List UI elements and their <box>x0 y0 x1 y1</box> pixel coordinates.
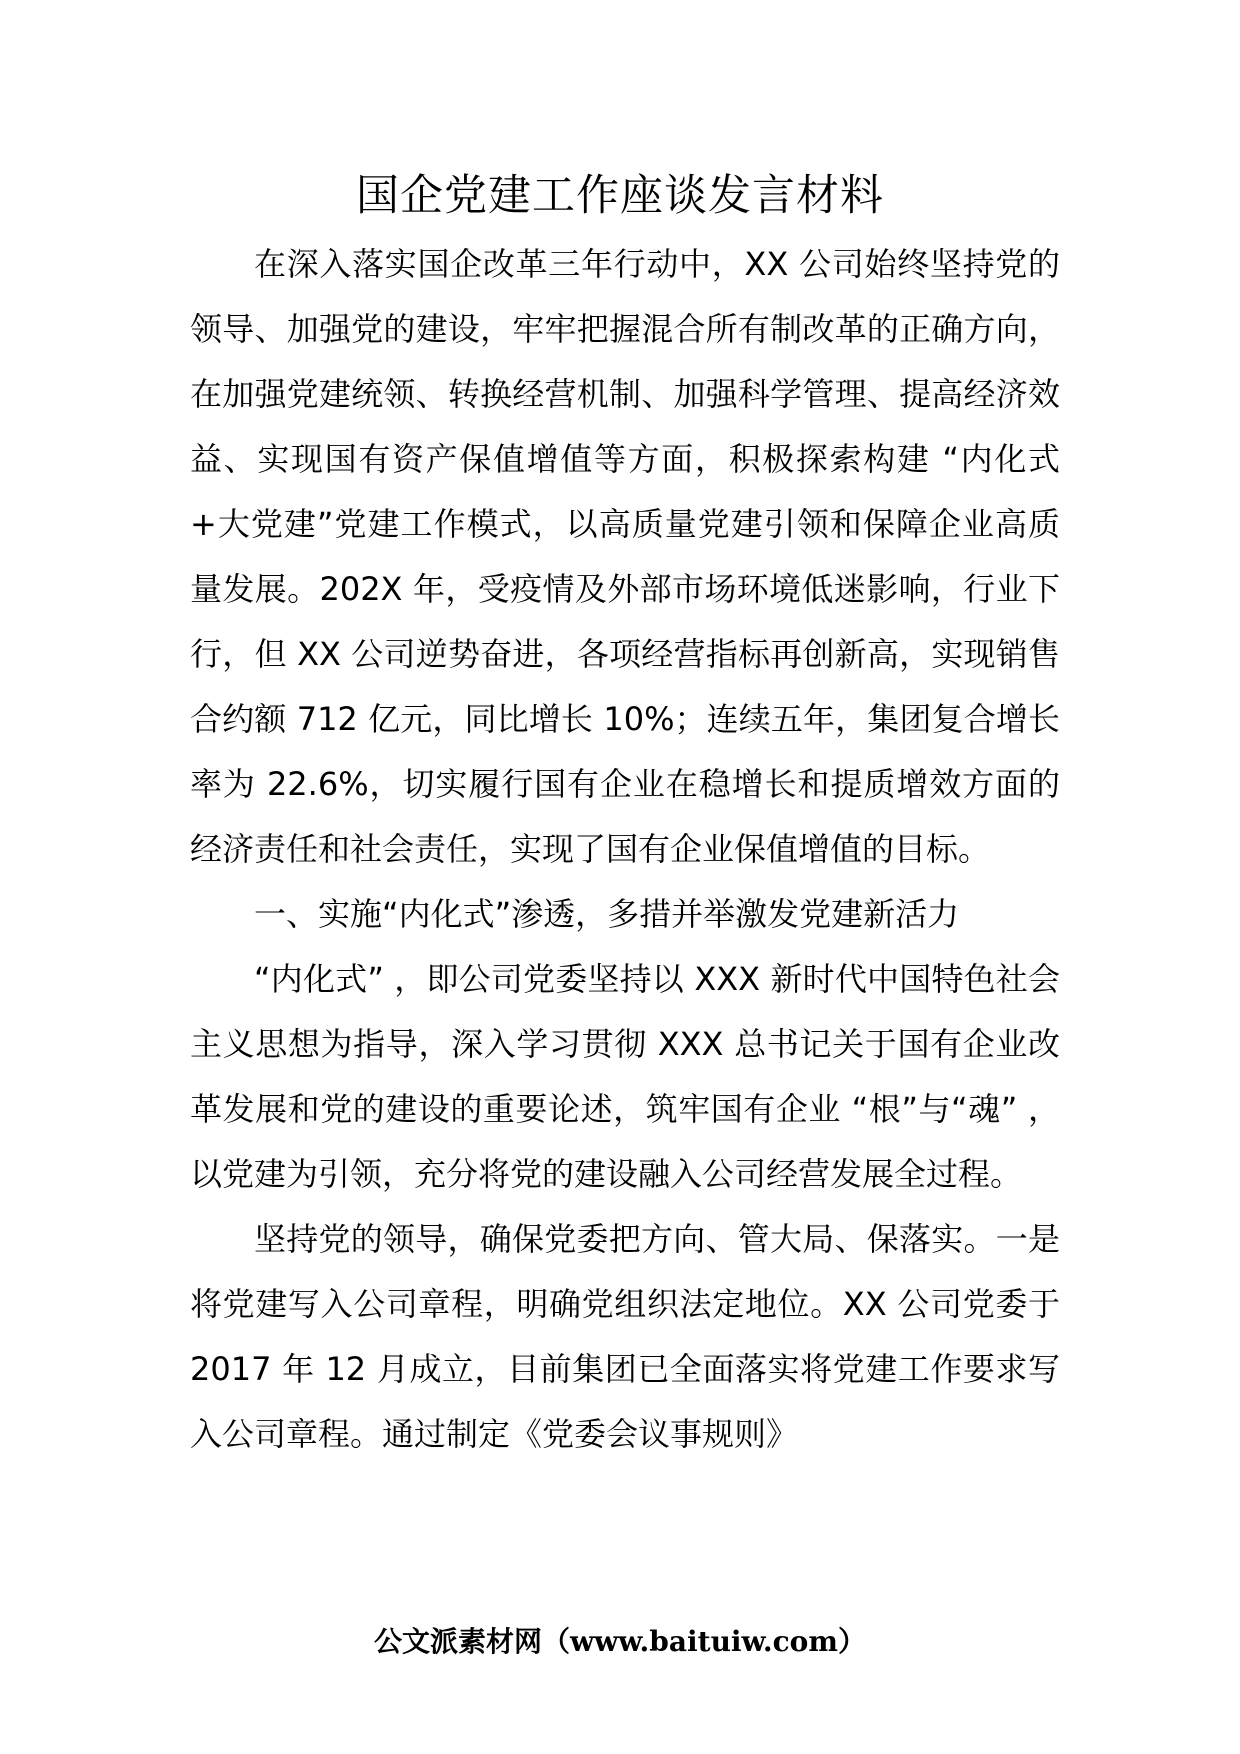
document-body <box>190 232 1060 1467</box>
footer-watermark: 公文派素材网（www.baituiw.com） <box>374 1625 866 1658</box>
paragraph-party-leadership: 坚持党的领导，确保党委把方向、管大局、保落实。一是将党建写入公司章程，明确党组织法定地位。XX 公司党委于 2017 年 12 月成立，目前集团已全面落实将党建工作要求写入公司章程。通过制定《党委会议事规则》 <box>190 1220 1060 1453</box>
paragraph-internalization: “内化式” ，即公司党委坚持以 XXX 新时代中国特色社会主义思想为指导，深入学习贯彻 XXX 总书记关于国有企业改革发展和党的建设的重要论述，筑牢国有企业 “根”与“魂” ，以党建为引领，充分将党的建设融入公司经营发展全过程。 <box>190 960 1060 1193</box>
page-title: 国企党建工作座谈发言材料 <box>356 171 884 221</box>
paragraph-intro: 在深入落实国企改革三年行动中，XX 公司始终坚持党的领导、加强党的建设，牢牢把握混合所有制改革的正确方向，在加强党建统领、转换经营机制、加强科学管理、提高经济效益、实现国有资产保值增值等方面，积极探索构建 “内化式+大党建”党建工作模式，以高质量党建引领和保障企业高质量发展。202X 年，受疫情及外部市场环境低迷影响，行业下行，但 XX 公司逆势奋进，各项经营指标再创新高，实现销售合约额 712 亿元，同比增长 10%；连续五年，集团复合增长率为 22.6%，切实履行国有企业在稳增长和提质增效方面的经济责任和社会责任，实现了国有企业保值增值的目标。 <box>190 245 1060 868</box>
section-heading-1: 一、实施“内化式”渗透，多措并举激发党建新活力 <box>254 895 960 933</box>
